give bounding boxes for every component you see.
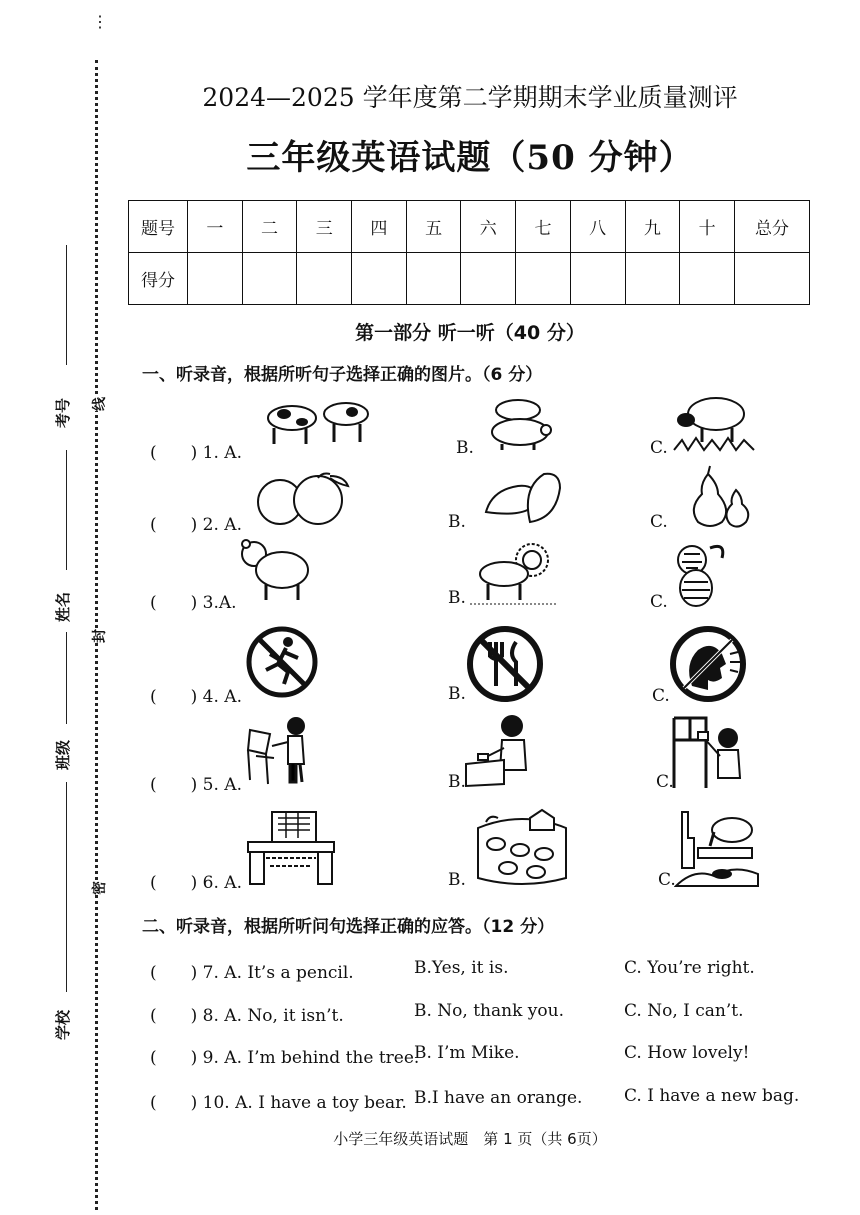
- score-input-cell[interactable]: [188, 253, 243, 305]
- score-cell: 二: [242, 201, 297, 253]
- option-b[interactable]: B.: [448, 772, 466, 792]
- option-b[interactable]: B.: [448, 870, 466, 890]
- option-b[interactable]: B. I’m Mike.: [414, 1043, 520, 1063]
- score-table: [128, 200, 810, 305]
- sheep-icon: [672, 386, 756, 452]
- question-5[interactable]: ( ) 5. A.: [150, 775, 242, 795]
- question-8[interactable]: ( ) 8. A. No, it isn’t.: [150, 1006, 344, 1026]
- score-row-label: 得分: [129, 253, 188, 305]
- tiger-icon: [670, 540, 728, 610]
- score-cell: 总分: [735, 201, 810, 253]
- score-input-cell[interactable]: [461, 253, 516, 305]
- option-c[interactable]: C.: [650, 438, 668, 458]
- seal-feng: 封: [87, 629, 111, 643]
- option-c[interactable]: C. No, I can’t.: [624, 1001, 744, 1021]
- boy-chair-icon: [244, 714, 314, 786]
- class-label: 班级: [54, 739, 72, 770]
- score-table-header-row: [129, 201, 810, 253]
- option-c[interactable]: C. You’re right.: [624, 958, 755, 978]
- option-c[interactable]: C.: [658, 870, 676, 890]
- exam-title: 2024—2025 学年度第二学期期末学业质量测评: [202, 83, 738, 112]
- score-input-cell[interactable]: [625, 253, 680, 305]
- section2-title: 二、听录音，根据所听问句选择正确的应答。（12 分）: [142, 917, 555, 937]
- score-cell: 一: [188, 201, 243, 253]
- score-input-cell[interactable]: [352, 253, 407, 305]
- apples-icon: [252, 470, 352, 528]
- exam-no-label: 考号: [54, 397, 72, 428]
- score-cell: 四: [352, 201, 407, 253]
- score-cell: 七: [516, 201, 571, 253]
- score-cell: 五: [406, 201, 461, 253]
- score-input-cell[interactable]: [406, 253, 461, 305]
- school-label: 学校: [54, 1009, 72, 1040]
- option-b[interactable]: B.: [448, 684, 466, 704]
- pears-icon: [686, 464, 752, 530]
- question-2[interactable]: ( ) 2. A.: [150, 515, 242, 535]
- lion-icon: [470, 540, 556, 606]
- question-7[interactable]: ( ) 7. A. It’s a pencil.: [150, 963, 354, 983]
- score-cell: 八: [570, 201, 625, 253]
- option-b[interactable]: B.: [448, 512, 466, 532]
- seal-xian: 线: [87, 397, 111, 411]
- question-9[interactable]: ( ) 9. A. I’m behind the tree.: [150, 1048, 420, 1068]
- score-cell: 九: [625, 201, 680, 253]
- no-running-icon: [244, 624, 320, 700]
- score-cell: 题号: [129, 201, 188, 253]
- option-c[interactable]: C.: [652, 686, 670, 706]
- seal-mi: 密: [87, 881, 111, 895]
- option-c[interactable]: C.: [650, 592, 668, 612]
- boy-window-icon: [670, 716, 744, 792]
- question-1[interactable]: ( ) 1. A.: [150, 443, 242, 463]
- score-input-cell[interactable]: [570, 253, 625, 305]
- cows-icon: [262, 392, 372, 448]
- section1-title: 一、听录音，根据所听句子选择正确的图片。（6 分）: [142, 365, 543, 385]
- score-input-cell[interactable]: [735, 253, 810, 305]
- question-3[interactable]: ( ) 3.A.: [150, 593, 237, 613]
- option-c[interactable]: C.: [650, 512, 668, 532]
- option-b[interactable]: B. No, thank you.: [414, 1001, 564, 1021]
- class-line: [66, 632, 67, 724]
- option-b[interactable]: B.Yes, it is.: [414, 958, 509, 978]
- school-gate-icon: [246, 808, 336, 886]
- part1-title: 第一部分 听一听（40 分）: [355, 322, 585, 344]
- option-c[interactable]: C. I have a new bag.: [624, 1086, 800, 1106]
- exam-subtitle: 三年级英语试题（50 分钟）: [246, 138, 694, 178]
- score-input-cell[interactable]: [680, 253, 735, 305]
- question-4[interactable]: ( ) 4. A.: [150, 687, 242, 707]
- binding-dot-mark: ⋮: [92, 12, 108, 31]
- no-eating-icon: [464, 624, 546, 704]
- no-talking-icon: [668, 624, 748, 704]
- exam-no-line: [66, 245, 67, 365]
- page-footer: 小学三年级英语试题 第 1 页（共 6页）: [333, 1130, 607, 1148]
- name-line: [66, 450, 67, 570]
- name-label: 姓名: [54, 591, 72, 622]
- farm-icon: [474, 808, 570, 886]
- option-b[interactable]: B.I have an orange.: [414, 1088, 583, 1108]
- option-c[interactable]: C.: [656, 772, 674, 792]
- bear-icon: [238, 538, 312, 602]
- question-10[interactable]: ( ) 10. A. I have a toy bear.: [150, 1093, 407, 1113]
- option-c[interactable]: C. How lovely!: [624, 1043, 750, 1063]
- school-line: [66, 782, 67, 992]
- question-6[interactable]: ( ) 6. A.: [150, 873, 242, 893]
- pigs-icon: [484, 396, 556, 452]
- option-b[interactable]: B.: [456, 438, 474, 458]
- score-table-score-row: [129, 253, 810, 305]
- score-input-cell[interactable]: [297, 253, 352, 305]
- score-cell: 六: [461, 201, 516, 253]
- score-cell: 十: [680, 201, 735, 253]
- mangoes-icon: [482, 468, 564, 528]
- score-input-cell[interactable]: [242, 253, 297, 305]
- score-cell: 三: [297, 201, 352, 253]
- score-input-cell[interactable]: [516, 253, 571, 305]
- option-b[interactable]: B.: [448, 588, 466, 608]
- zoo-icon: [674, 808, 760, 888]
- boy-desk-icon: [464, 712, 540, 788]
